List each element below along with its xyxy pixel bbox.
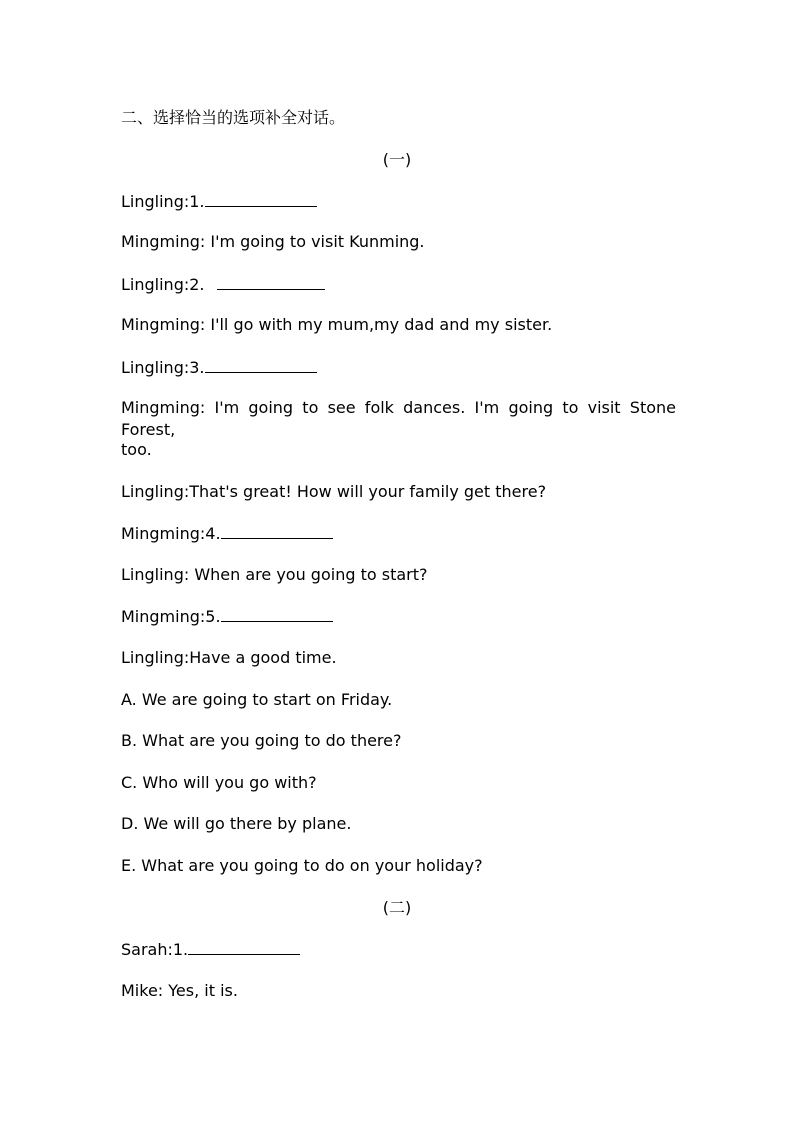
line-number: 1. — [189, 192, 205, 211]
answer-blank — [205, 356, 317, 373]
option-d: D. We will go there by plane. — [121, 814, 352, 833]
speaker: Lingling: — [121, 648, 190, 667]
dialogue-line — [121, 273, 325, 296]
line-number: 4. — [205, 524, 221, 543]
dialogue-line — [121, 481, 546, 503]
line-text: When are you going to start? — [194, 565, 428, 584]
line-text: I'm going to see folk dances. I'm going to visit Stone Forest, — [121, 398, 676, 439]
dialogue-line — [121, 314, 552, 336]
dialogue-line — [121, 231, 425, 253]
dialogue-line — [121, 564, 427, 586]
line-text: Have a good time. — [189, 648, 337, 667]
line-text: I'll go with my mum,my dad and my sister. — [210, 315, 553, 334]
option-e: E. What are you going to do on your holiday? — [121, 856, 483, 875]
dialogue-line — [121, 356, 317, 379]
line-text: That's great! How will your family get there? — [189, 482, 547, 501]
answer-blank — [205, 190, 317, 207]
speaker: Mingming: — [121, 524, 206, 543]
option-b: B. What are you going to do there? — [121, 731, 402, 750]
line-number: 1. — [172, 940, 189, 959]
dialogue-line — [121, 522, 333, 545]
answer-blank — [221, 522, 333, 539]
section-heading: 二、选择恰当的选项补全对话。 — [121, 108, 346, 127]
line-text: too. — [121, 440, 152, 459]
section-1-title: (一) — [382, 150, 412, 169]
answer-blank — [221, 605, 333, 622]
dialogue-line — [121, 190, 317, 213]
speaker: Mingming: — [121, 232, 206, 251]
dialogue-line — [121, 605, 333, 628]
dialogue-line-continued — [121, 439, 152, 461]
speaker: Lingling: — [121, 192, 190, 211]
speaker: Lingling: — [121, 275, 190, 294]
speaker: Lingling: — [121, 565, 190, 584]
speaker: Mingming: — [121, 607, 206, 626]
option-c: C. Who will you go with? — [121, 773, 317, 792]
answer-blank — [217, 273, 325, 290]
speaker: Mingming: — [121, 315, 206, 334]
dialogue-line — [121, 980, 238, 1002]
line-text: Yes, it is. — [168, 981, 238, 1000]
speaker: Sarah: — [121, 940, 173, 959]
dialogue-line — [121, 938, 300, 961]
answer-blank — [188, 938, 300, 955]
speaker: Mike: — [121, 981, 164, 1000]
speaker: Lingling: — [121, 358, 190, 377]
dialogue-line — [121, 647, 337, 669]
dialogue-line — [121, 397, 676, 441]
line-number: 3. — [189, 358, 205, 377]
option-a: A. We are going to start on Friday. — [121, 690, 393, 709]
speaker: Lingling: — [121, 482, 190, 501]
line-text: I'm going to visit Kunming. — [210, 232, 425, 251]
section-2-title: (二) — [382, 898, 412, 917]
line-number: 2. — [189, 275, 205, 294]
speaker: Mingming: — [121, 398, 206, 417]
line-number: 5. — [205, 607, 221, 626]
